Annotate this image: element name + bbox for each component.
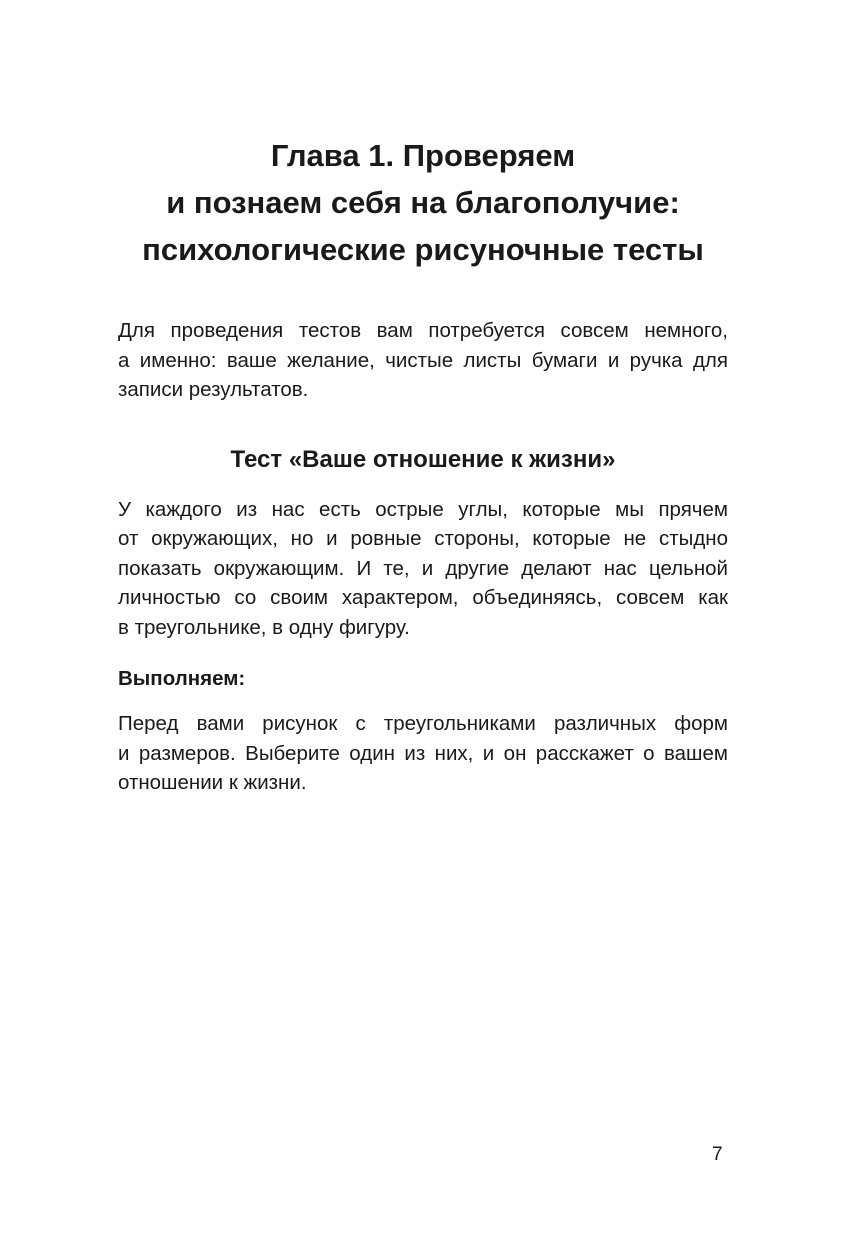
task-line-3-text: отношении к жизни.	[118, 771, 307, 794]
chapter-title	[118, 132, 728, 273]
chapter-title-line-2: и познаем себя на благополучие:	[166, 185, 680, 220]
task-line-1	[118, 709, 728, 739]
description-line-5-text: в треугольнике, в одну фигуру.	[118, 615, 410, 639]
page-content	[118, 132, 728, 798]
chapter-title-line-3: психологические рисуночные тесты	[142, 232, 704, 267]
description-line-3-text: показать окружающим. И те, и другие делают нас цельной	[118, 556, 728, 580]
intro-paragraph	[118, 316, 728, 405]
task-line-2-text: и размеров. Выберите один из них, и он расскажет о вашем	[118, 741, 728, 765]
description-line-4-text: личностью со своим характером, объединяясь, совсем как	[118, 586, 728, 609]
description-line-1-text: У каждого из нас есть острые углы, которые мы прячем	[118, 497, 728, 521]
task-line-2	[118, 739, 728, 769]
intro-line-3	[118, 375, 728, 405]
task-paragraph	[118, 709, 728, 798]
description-line-1	[118, 495, 728, 525]
intro-line-1	[118, 316, 728, 346]
description-line-2-text: от окружающих, но и ровные стороны, которые не стыдно	[118, 527, 728, 550]
description-line-5	[118, 613, 728, 643]
intro-line-2	[118, 346, 728, 376]
intro-line-3-text: записи результатов.	[118, 378, 309, 401]
test-description-paragraph	[118, 495, 728, 643]
description-line-4	[118, 583, 728, 613]
intro-line-1-text: Для проведения тестов вам потребуется совсем немного,	[118, 319, 728, 342]
task-line-1-text: Перед вами рисунок с треугольниками различных форм	[118, 712, 728, 735]
chapter-title-line-1: Глава 1. Проверяем	[270, 138, 576, 173]
task-heading: Выполняем:	[118, 667, 246, 690]
description-line-2	[118, 524, 728, 554]
page-number: 7	[712, 1144, 723, 1165]
intro-line-2-text: а именно: ваше желание, чистые листы бумаги и ручка для	[118, 348, 728, 372]
description-line-3	[118, 554, 728, 584]
test-title: Тест «Ваше отношение к жизни»	[230, 445, 616, 473]
task-line-3	[118, 768, 728, 798]
